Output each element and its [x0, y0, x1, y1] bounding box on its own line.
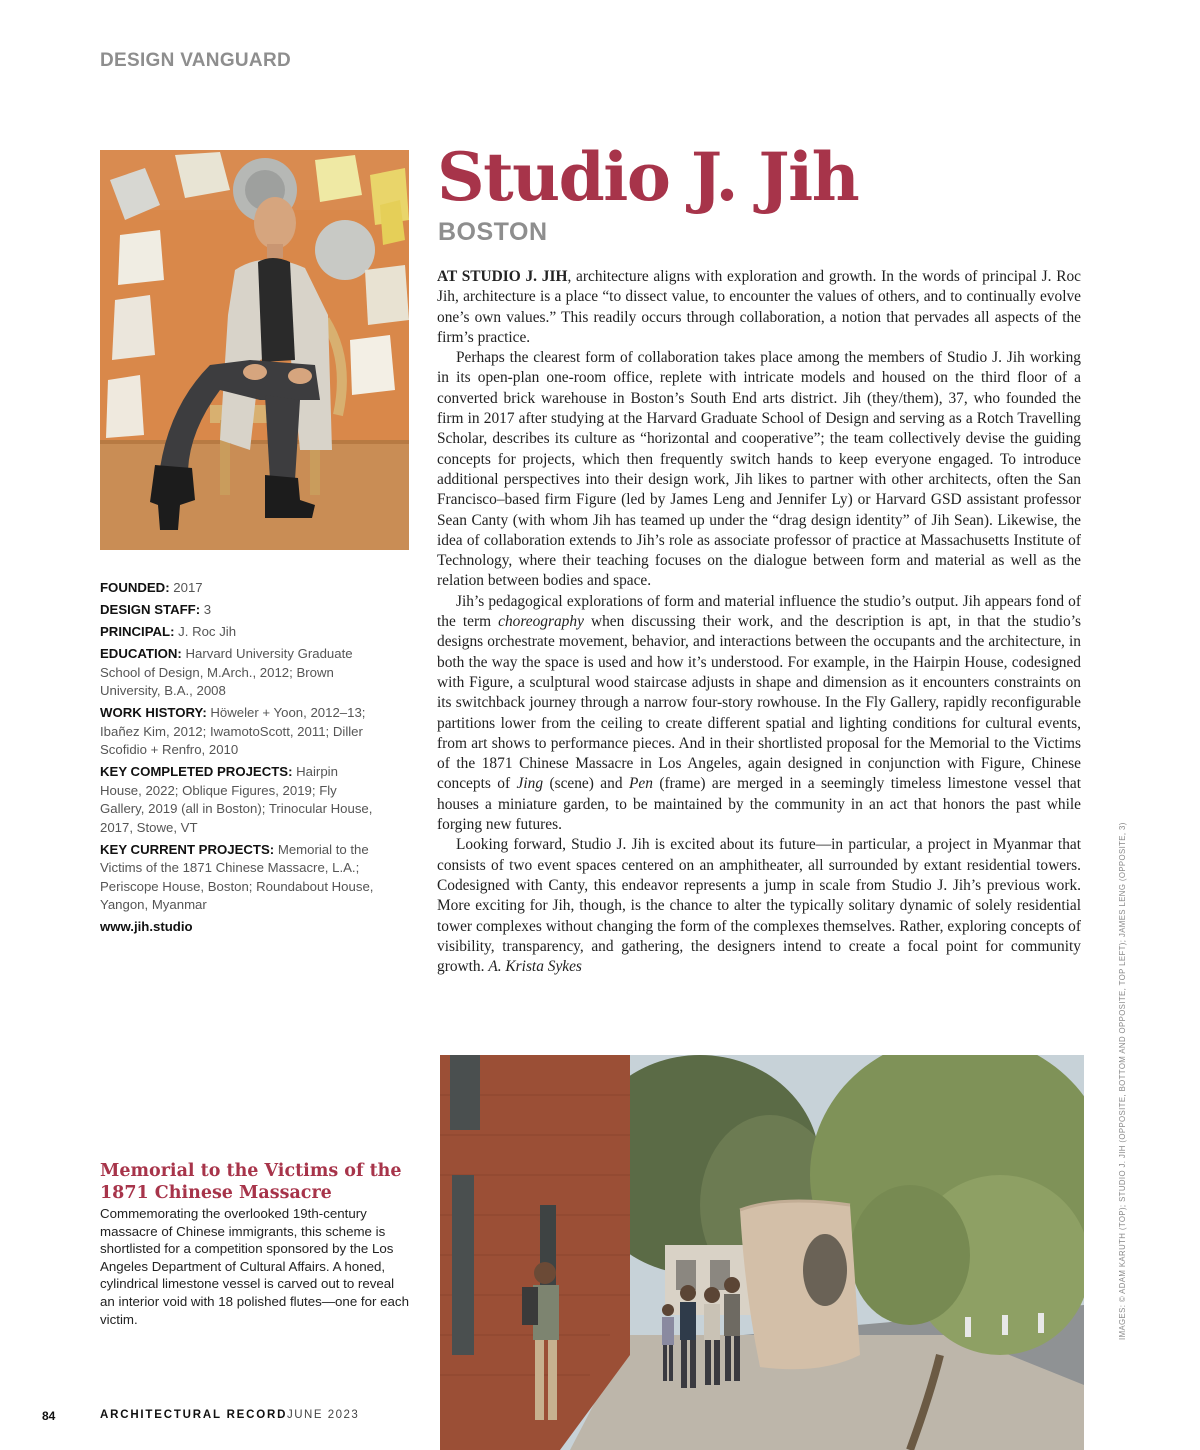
completed-projects-value: Hairpin House, 2022; Oblique Figures, 2019; Fly Gallery, 2019 (all in Boston); Trinocular House, 2017, Stowe, VT	[100, 764, 373, 835]
work-history-row	[100, 704, 375, 760]
paragraph-4	[437, 835, 1081, 977]
article-body	[437, 267, 1081, 977]
issue-date: JUNE 2023	[287, 1409, 360, 1421]
image-credits: IMAGES: © ADAM KARUTH (TOP); STUDIO J. JIH (OPPOSITE, BOTTOM AND OPPOSITE, TOP LEFT); JAMES LENG (OPPOSITE, 3)	[1118, 822, 1127, 1340]
portrait-photo	[100, 150, 409, 550]
term-pen: Pen	[628, 775, 653, 793]
caption-title: Memorial to the Victims of the 1871 Chinese Massacre	[100, 1161, 402, 1203]
memorial-rendering	[440, 1055, 1084, 1450]
principal-label: PRINCIPAL:	[100, 624, 175, 639]
completed-projects-row	[100, 763, 375, 837]
city-label: BOSTON	[438, 218, 548, 246]
section-label: DESIGN VANGUARD	[100, 50, 291, 71]
staff-value: 3	[203, 602, 212, 617]
paragraph-1-text: , architecture aligns with exploration and growth. In the words of principal J. Roc Jih, architecture is a place “to dissect value, to encounter the values of others, and to continually evolve one’s own values.” This readily occurs through collaboration, a notion that pervades all aspects of the firm’s practice.	[437, 268, 1081, 346]
staff-label: DESIGN STAFF:	[100, 602, 201, 617]
firm-facts	[100, 579, 375, 940]
current-projects-value: Memorial to the Victims of the 1871 Chinese Massacre, L.A.; Periscope House, Boston; Roundabout House, Yangon, Myanmar	[100, 841, 374, 912]
paragraph-3	[437, 592, 1081, 836]
founded-label: FOUNDED:	[100, 580, 170, 595]
principal-value: J. Roc Jih	[178, 624, 237, 639]
lead-in: AT STUDIO J. JIH	[437, 268, 568, 285]
page-number: 84	[42, 1409, 56, 1423]
paragraph-1	[437, 267, 1081, 348]
magazine-name: ARCHITECTURAL RECORD	[100, 1409, 288, 1421]
founded-row	[100, 579, 375, 598]
paragraph-2: Perhaps the clearest form of collaboration takes place among the members of Studio J. Jih working in its open-plan one-room office, replete with intricate models and housed on the third floor of a converted brick warehouse in Boston’s South End arts district. Jih (they/them), 37, who founded the firm in 2017 after studying at the Harvard Graduate School of Design and serving as a Rotch Travelling Scholar, describes its culture as “horizontal and cooperative”; the team collectively devise the guiding concepts for projects, which then frequently switch hands to keep everyone engaged. To introduce additional perspectives into their design work, Jih likes to partner with other architects, often the San Francisco–based firm Figure (led by James Leng and Jennifer Ly) or Harvard GSD assistant professor Sean Canty (with whom Jih has teamed up under the “drag design identity” of Jih Sean). Likewise, the idea of collaboration extends to Jih’s role as associate professor of practice at Massachusetts Institute of Technology, where their teaching focuses on the dialogue between form and material as well as the relation between bodies and space.	[437, 349, 1081, 590]
byline: A. Krista Sykes	[488, 958, 582, 976]
current-projects-label: KEY CURRENT PROJECTS:	[100, 841, 275, 857]
work-history-label: WORK HISTORY:	[100, 705, 207, 720]
paragraph-3-text-b: when discussing their work, and the description is apt, in that the studio’s designs orchestrate movement, behavior, and interactions between the occupants and the architecture, in both the way the space is used and how it’s understood. For example, in the Hairpin House, codesigned with Figure, a sculptural wood staircase adjusts in shape and dimension as it encounters constraints on its switchback journey through a narrow four-story rowhouse. In the Fly Gallery, rapidly reconfigurable partitions lower from the ceiling to create different spatial and lighting conditions for cultural events, from art shows to performance pieces. And in their shortlisted proposal for the Memorial to the Victims of the 1871 Chinese Massacre in Los Angeles, again designed in conjunction with Figure, Chinese concepts of	[437, 613, 1081, 793]
paragraph-3-text-a: Jih’s pedagogical explorations of form and material influence the studio’s output. Jih appears fond of the term	[437, 592, 1081, 631]
staff-row	[100, 601, 375, 620]
page-title: Studio J. Jih	[437, 138, 859, 216]
completed-projects-label: KEY COMPLETED PROJECTS:	[100, 764, 293, 779]
caption-text: Commemorating the overlooked 19th-century massacre of Chinese immigrants, this scheme is shortlisted for a competition sponsored by the Los Angeles Department of Cultural Affairs. A honed, cylindrical limestone vessel is carved out to reveal an interior void with 18 polished flutes—one for each victim.	[100, 1206, 409, 1327]
website-link[interactable]: www.jih.studio	[100, 919, 193, 934]
term-choreography: choreography	[498, 613, 584, 631]
current-projects-row	[100, 841, 375, 915]
term-jing: Jing	[516, 775, 544, 793]
founded-value: 2017	[173, 580, 203, 595]
paragraph-3-text-c: (scene) and	[543, 775, 629, 793]
education-label: EDUCATION:	[100, 646, 182, 661]
paragraph-4-text: Looking forward, Studio J. Jih is excited about its future—in particular, a project in Myanmar that consists of two event spaces centered on an amphitheater, all surrounded by extant residential towers. Codesigned with Canty, this endeavor represents a jump in scale from Studio J. Jih’s previous work. More exciting for Jih, though, is the chance to alter the typically solitary dynamic of solely residential tower complexes without changing the form of the complexes themselves. Rather, exploring concepts of visibility, transparency, and gathering, the designers intend to create a focal point for community growth.	[437, 836, 1081, 976]
education-value: Harvard University Graduate School of Design, M.Arch., 2012; Brown University, B.A., 2008	[100, 646, 353, 698]
work-history-value: Höweler + Yoon, 2012–13; Ibañez Kim, 2012; IwamotoScott, 2011; Diller Scofidio + Renfro, 2010	[100, 705, 366, 757]
education-row	[100, 645, 375, 701]
paragraph-3-text-d: (frame) are merged in a seemingly timeless limestone vessel that houses a miniature garden, to be maintained by the community in an act that honors the past while forging new futures.	[437, 775, 1081, 834]
principal-row	[100, 623, 375, 642]
